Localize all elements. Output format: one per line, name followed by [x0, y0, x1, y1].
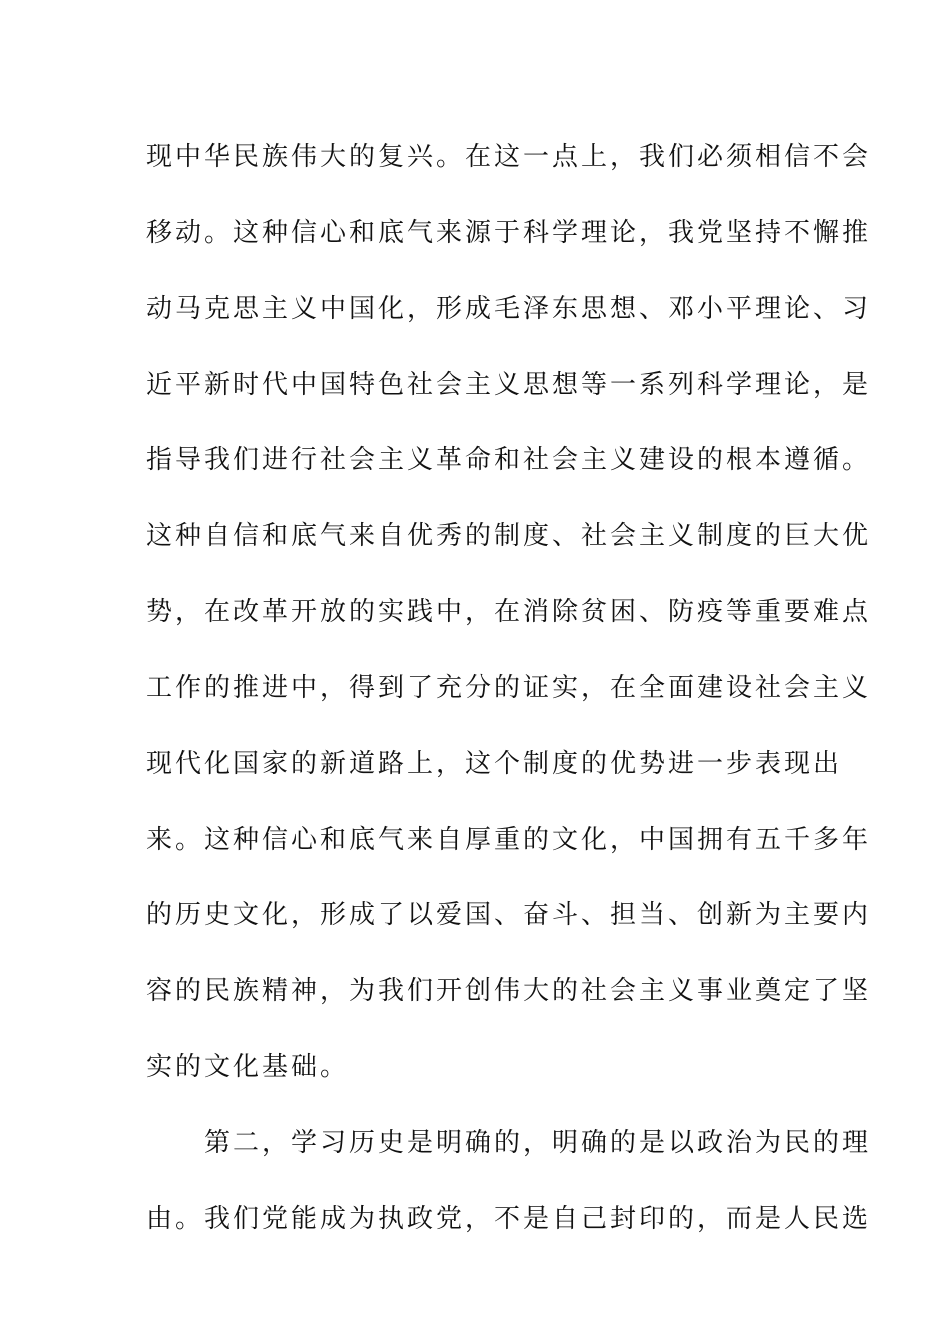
text-line: 动马克思主义中国化，形成毛泽东思想、邓小平理论、习: [146, 293, 872, 324]
text-line: 现中华民族伟大的复兴。在这一点上，我们必须相信不会: [146, 142, 872, 172]
text-line: 实的文化基础。: [146, 1052, 350, 1083]
text-line: 工作的推进中，得到了充分的证实，在全面建设社会主义: [146, 672, 872, 703]
text-line: 近平新时代中国特色社会主义思想等一系列科学理论，是: [146, 369, 872, 400]
text-line: 的历史文化，形成了以爱国、奋斗、担当、创新为主要内: [146, 900, 872, 931]
text-line: 这种自信和底气来自优秀的制度、社会主义制度的巨大优: [146, 521, 872, 552]
text-line: 由。我们党能成为执政党，不是自己封印的，而是人民选: [146, 1203, 872, 1234]
text-line: 第二，学习历史是明确的，明确的是以政治为民的理: [146, 1127, 872, 1158]
text-line: 现代化国家的新道路上，这个制度的优势进一步表现出: [146, 748, 843, 779]
body-text: [146, 131, 872, 1269]
text-line: 指导我们进行社会主义革命和社会主义建设的根本遵循。: [146, 445, 872, 476]
text-line: 移动。这种信心和底气来源于科学理论，我党坚持不懈推: [146, 217, 872, 248]
text-line: 来。这种信心和底气来自厚重的文化，中国拥有五千多年: [146, 824, 872, 855]
text-line: 容的民族精神，为我们开创伟大的社会主义事业奠定了坚: [146, 976, 872, 1007]
text-line: 势，在改革开放的实践中，在消除贫困、防疫等重要难点: [146, 597, 872, 628]
